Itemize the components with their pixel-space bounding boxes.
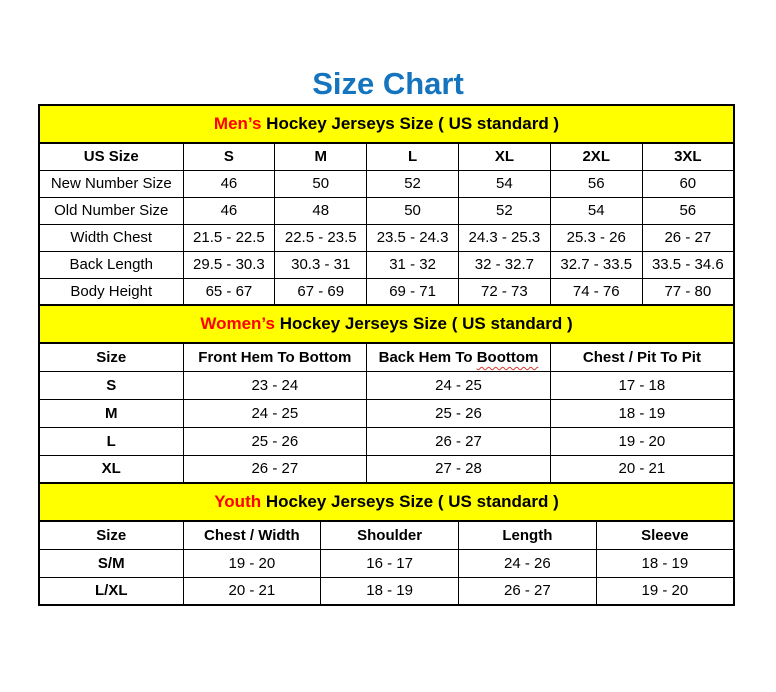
table-cell: 25 - 26 xyxy=(367,399,551,427)
table-cell: 20 - 21 xyxy=(550,455,734,483)
size-chart-container xyxy=(38,104,735,606)
row-label: S xyxy=(39,371,183,399)
table-cell: 26 - 27 xyxy=(183,455,367,483)
table-cell: 27 - 28 xyxy=(367,455,551,483)
row-label: M xyxy=(39,399,183,427)
table-cell: 17 - 18 xyxy=(550,371,734,399)
table-cell: 18 - 19 xyxy=(596,549,734,577)
column-header: 2XL xyxy=(550,143,642,170)
table-cell: 32.7 - 33.5 xyxy=(550,251,642,278)
mens-size-table xyxy=(38,104,735,306)
table-cell: 30.3 - 31 xyxy=(275,251,367,278)
table-cell: 32 - 32.7 xyxy=(458,251,550,278)
table-cell: 50 xyxy=(275,170,367,197)
table-cell: 52 xyxy=(458,197,550,224)
table-row xyxy=(39,577,734,605)
table-row xyxy=(39,278,734,305)
youth-banner-rest: Hockey Jerseys Size ( US standard ) xyxy=(261,492,559,511)
column-header: Size xyxy=(39,343,183,371)
table-cell: 25 - 26 xyxy=(183,427,367,455)
column-header-prefix: Back Hem To xyxy=(378,348,473,366)
youth-size-table xyxy=(38,482,735,606)
column-header-misspelled xyxy=(367,343,551,371)
column-header: Front Hem To Bottom xyxy=(183,343,367,371)
row-label: Width Chest xyxy=(39,224,183,251)
page-title: Size Chart xyxy=(312,66,464,101)
table-cell: 54 xyxy=(458,170,550,197)
column-header: S xyxy=(183,143,275,170)
table-cell: 24 - 25 xyxy=(183,399,367,427)
row-label: L xyxy=(39,427,183,455)
row-label: Body Height xyxy=(39,278,183,305)
table-cell: 24 - 25 xyxy=(367,371,551,399)
column-header: 3XL xyxy=(642,143,734,170)
row-label: XL xyxy=(39,455,183,483)
womens-banner-highlight: Women’s xyxy=(200,314,275,333)
column-header: Sleeve xyxy=(596,521,734,549)
table-row xyxy=(39,251,734,278)
table-cell: 25.3 - 26 xyxy=(550,224,642,251)
table-row xyxy=(39,371,734,399)
column-header: L xyxy=(367,143,459,170)
column-header: Length xyxy=(459,521,597,549)
row-label: New Number Size xyxy=(39,170,183,197)
table-cell: 22.5 - 23.5 xyxy=(275,224,367,251)
table-cell: 26 - 27 xyxy=(459,577,597,605)
mens-banner-highlight: Men’s xyxy=(213,114,262,133)
table-cell: 24 - 26 xyxy=(459,549,597,577)
row-label: Back Length xyxy=(39,251,183,278)
womens-table-banner xyxy=(39,305,734,343)
youth-banner-highlight: Youth xyxy=(214,492,262,511)
youth-header-row xyxy=(39,521,734,549)
womens-size-table xyxy=(38,304,735,484)
table-cell: 72 - 73 xyxy=(458,278,550,305)
youth-banner-title xyxy=(39,483,734,521)
table-cell: 67 - 69 xyxy=(275,278,367,305)
table-cell: 21.5 - 22.5 xyxy=(183,224,275,251)
table-cell: 77 - 80 xyxy=(642,278,734,305)
table-cell: 18 - 19 xyxy=(321,577,459,605)
row-label: S/M xyxy=(39,549,183,577)
table-row xyxy=(39,197,734,224)
table-row xyxy=(39,224,734,251)
table-cell: 31 - 32 xyxy=(367,251,459,278)
table-cell: 20 - 21 xyxy=(183,577,321,605)
misspelled-word: Boottom xyxy=(476,348,539,366)
table-cell: 65 - 67 xyxy=(183,278,275,305)
row-label: Old Number Size xyxy=(39,197,183,224)
column-header: M xyxy=(275,143,367,170)
column-header: Shoulder xyxy=(321,521,459,549)
table-row xyxy=(39,455,734,483)
table-cell: 56 xyxy=(550,170,642,197)
table-cell: 18 - 19 xyxy=(550,399,734,427)
table-cell: 50 xyxy=(367,197,459,224)
table-cell: 54 xyxy=(550,197,642,224)
mens-table-banner xyxy=(39,105,734,143)
column-header: XL xyxy=(458,143,550,170)
womens-banner-rest: Hockey Jerseys Size ( US standard ) xyxy=(274,314,573,333)
table-cell: 74 - 76 xyxy=(550,278,642,305)
table-cell: 19 - 20 xyxy=(183,549,321,577)
mens-header-row xyxy=(39,143,734,170)
column-header: Chest / Pit To Pit xyxy=(550,343,734,371)
table-cell: 19 - 20 xyxy=(596,577,734,605)
table-cell: 29.5 - 30.3 xyxy=(183,251,275,278)
womens-banner-title xyxy=(39,305,734,343)
table-cell: 46 xyxy=(183,170,275,197)
table-cell: 33.5 - 34.6 xyxy=(642,251,734,278)
column-header: US Size xyxy=(39,143,183,170)
column-header: Size xyxy=(39,521,183,549)
table-row xyxy=(39,427,734,455)
table-cell: 16 - 17 xyxy=(321,549,459,577)
table-cell: 46 xyxy=(183,197,275,224)
table-cell: 48 xyxy=(275,197,367,224)
column-header: Chest / Width xyxy=(183,521,321,549)
table-cell: 26 - 27 xyxy=(642,224,734,251)
table-row xyxy=(39,399,734,427)
mens-banner-title xyxy=(39,105,734,143)
table-cell: 23.5 - 24.3 xyxy=(367,224,459,251)
row-label: L/XL xyxy=(39,577,183,605)
table-cell: 56 xyxy=(642,197,734,224)
table-cell: 52 xyxy=(367,170,459,197)
table-cell: 19 - 20 xyxy=(550,427,734,455)
table-cell: 26 - 27 xyxy=(367,427,551,455)
table-row xyxy=(39,170,734,197)
table-cell: 23 - 24 xyxy=(183,371,367,399)
womens-header-row xyxy=(39,343,734,371)
table-cell: 24.3 - 25.3 xyxy=(458,224,550,251)
mens-banner-rest: Hockey Jerseys Size ( US standard ) xyxy=(261,114,560,133)
table-row xyxy=(39,549,734,577)
youth-table-banner xyxy=(39,483,734,521)
table-cell: 69 - 71 xyxy=(367,278,459,305)
table-cell: 60 xyxy=(642,170,734,197)
